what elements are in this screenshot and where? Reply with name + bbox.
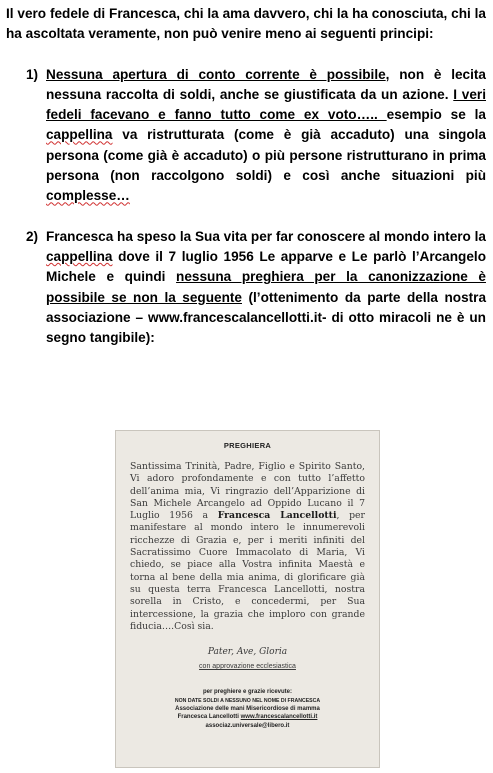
footer-name: Francesca Lancellotti bbox=[177, 714, 241, 721]
footer-website-link[interactable]: www.francescalancellotti.it bbox=[240, 714, 318, 721]
text-span: esempio se la bbox=[386, 107, 486, 123]
principle-item-1 bbox=[26, 65, 486, 207]
prayer-card bbox=[115, 430, 380, 768]
underlined-phrase: nessuna preghiera per la canonizzazione è possibile se non la seguente bbox=[46, 269, 486, 305]
item-number: 2) bbox=[26, 228, 39, 244]
spellcheck-word: complesse… bbox=[46, 188, 130, 204]
document-text bbox=[6, 4, 486, 348]
text-span: (l’ottenimento da parte della nostra associazione – www.francescalancellotti.it- di otto miracoli ne è un segno tangibile): bbox=[46, 289, 487, 346]
underlined-phrase: I veri fedeli facevano e fanno tutto come ex voto….. bbox=[46, 86, 486, 123]
intro-paragraph: Il vero fedele di Francesca, chi la ama davvero, chi la ha conosciuta, chi la ha ascoltata veramente, non può venire meno ai seguenti principi: bbox=[6, 6, 486, 42]
prayer-text bbox=[130, 461, 365, 633]
prayer-text-b: , per manifestare al mondo intero le innumerevoli ricchezze di Grazia e, per i meriti infiniti del Sacratissimo Cuore Immacolato di Maria, Vi chiedo, se piace alla Vostra infinita Maestà e torna al bene della mia anima, di glorificare già su questa terra Francesca Lancellotti, nostra sorella in Cristo, e concedermi, per Sua intercessione, la grazia che imploro con grande fiducia….Così sia. bbox=[130, 510, 365, 632]
footer-line bbox=[116, 713, 379, 721]
approval-note: con approvazione ecclesiastica bbox=[199, 663, 296, 671]
prayer-name: Francesca Lancellotti bbox=[217, 510, 337, 522]
text-span: va ristrutturata (come è già accaduto) una singola persona (come già è accaduto) o più persone ristrutturano in prima persona (non raccolgono soldi) e così anche situazioni più bbox=[46, 127, 486, 184]
text-span: dove il 7 luglio 1956 Le apparve e Le parlò l’Arcangelo Michele e quindi bbox=[46, 248, 486, 285]
item-number: 1) bbox=[26, 66, 39, 82]
prayer-title: PREGHIERA bbox=[223, 441, 272, 450]
spellcheck-word: cappellina bbox=[46, 127, 113, 143]
footer-association: Associazione delle mani Misericordiose di mamma bbox=[175, 705, 320, 712]
footer-email[interactable]: associaz.universale@libero.it bbox=[205, 722, 290, 729]
footer-line: per preghiere e grazie ricevute: bbox=[202, 689, 293, 696]
footer-warning: NON DATE SOLDI A NESSUNO NEL NOME DI FRANCESCA bbox=[174, 697, 321, 704]
card-footer bbox=[116, 688, 379, 730]
closing-prayers: Pater, Ave, Gloria bbox=[207, 647, 288, 658]
prayer-text-a: Santissima Trinità, Padre, Figlio e Spirito Santo, Vi adoro profondamente e con tutto l’affetto dell’anima mia, Vi ringrazio dell’Apparizione di San Michele Arcangelo ad Oppido Lucano il 7 Luglio 1956 a bbox=[130, 461, 365, 522]
text-span: , non è lecita nessuna raccolta di soldi, anche se giustificata da un azione. bbox=[46, 66, 486, 102]
text-span: Francesca ha speso la Sua vita per far conoscere al mondo intero la bbox=[46, 228, 486, 244]
underlined-phrase: Nessuna apertura di conto corrente è possibile bbox=[46, 66, 386, 82]
principle-item-2 bbox=[26, 227, 487, 349]
spellcheck-word: cappellina bbox=[46, 248, 113, 264]
